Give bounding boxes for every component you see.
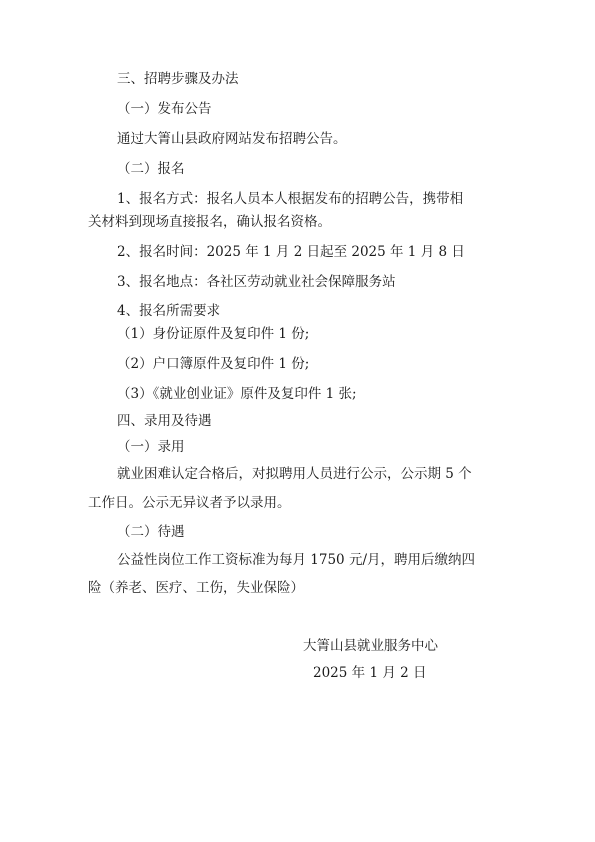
hire-text-line-1: 就业困难认定合格后，对拟聘用人员进行公示，公示期 5 个: [117, 466, 472, 482]
register-place: 3、报名地点：各社区劳动就业社会保障服务站: [117, 274, 396, 290]
requirements-heading: 4、报名所需要求: [117, 303, 221, 319]
signature-org: 大箐山县就业服务中心: [303, 638, 438, 654]
section-3-heading: 三、招聘步骤及办法: [117, 71, 239, 87]
section-4-heading: 四、录用及待遇: [117, 413, 212, 429]
register-method-line-1: 1、报名方式：报名人员本人根据发布的招聘公告，携带相: [117, 191, 464, 207]
signature-date: 2025 年 1 月 2 日: [313, 665, 427, 681]
register-method-line-2: 关材料到现场直接报名，确认报名资格。: [88, 214, 331, 230]
hire-text-line-2: 工作日。公示无异议者予以录用。: [88, 495, 291, 511]
pay-text-line-1: 公益性岗位工作工资标准为每月 1750 元/月，聘用后缴纳四: [117, 552, 475, 568]
register-time: 2、报名时间：2025 年 1 月 2 日起至 2025 年 1 月 8 日: [117, 244, 465, 260]
publish-text: 通过大箐山县政府网站发布招聘公告。: [117, 131, 347, 147]
requirement-item: （1）身份证原件及复印件 1 份;: [117, 326, 310, 342]
subsection-publish-heading: （一）发布公告: [117, 101, 212, 117]
requirement-item: （3）《就业创业证》原件及复印件 1 张;: [117, 386, 357, 402]
pay-text-line-2: 险（养老、医疗、工伤，失业保险）: [88, 580, 304, 596]
subsection-register-heading: （二）报名: [117, 161, 185, 177]
subsection-pay-heading: （二）待遇: [117, 524, 185, 540]
subsection-hire-heading: （一）录用: [117, 439, 185, 455]
requirement-item: （2）户口簿原件及复印件 1 份;: [117, 356, 310, 372]
